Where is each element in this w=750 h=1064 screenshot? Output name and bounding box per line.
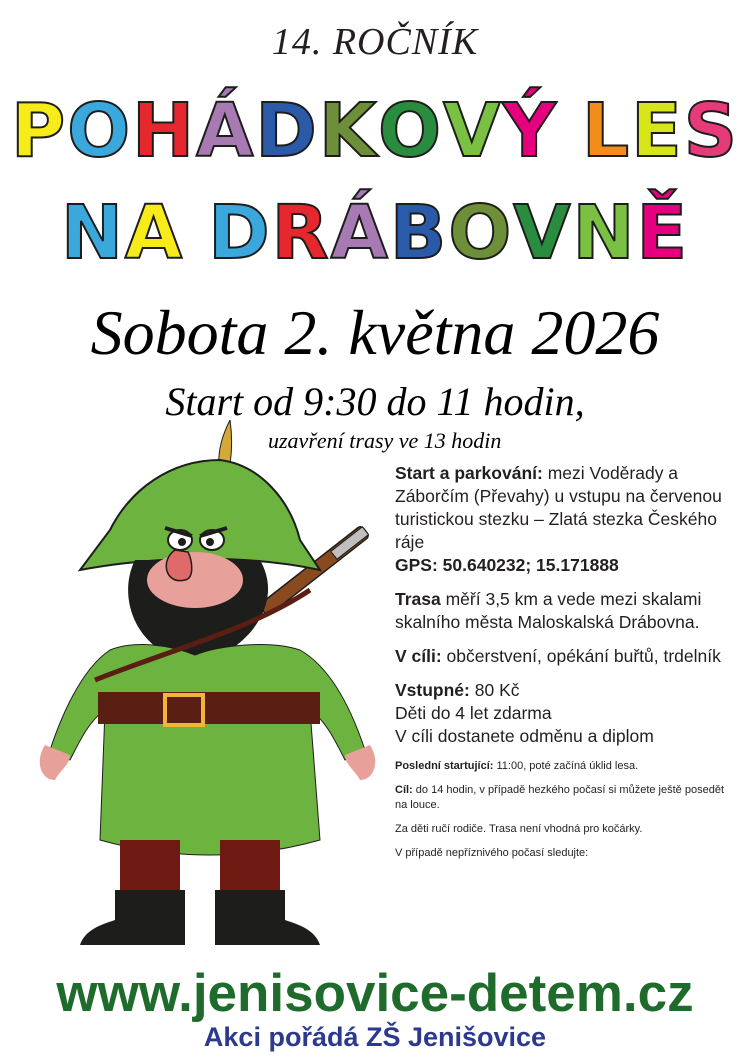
- title-letter: D: [255, 88, 319, 174]
- title-letter: O: [378, 88, 444, 174]
- goal-info: Cíl: do 14 hodin, v případě hezkého počasí si můžete ještě posedět na louce.: [395, 784, 724, 811]
- title-letter: R: [271, 190, 331, 276]
- title-letter: D: [208, 190, 272, 276]
- title-letter: H: [132, 88, 197, 174]
- finish-info: V cíli: občerstvení, opékání buřtů, trdelník: [395, 646, 721, 666]
- website-link[interactable]: www.jenisovice-detem.cz: [56, 964, 694, 1023]
- title-line-2: [0, 190, 750, 276]
- parking-info: Start a parkování: mezi Voděrady a Záborčím (Převahy) u vstupu na červenou turistickou stezku – Zlatá stezka Českého ráje GPS: 50.640232; 15.171888: [395, 463, 722, 575]
- title-letter: [558, 88, 582, 174]
- event-date: Sobota 2. května 2026: [90, 297, 660, 368]
- title-letter: O: [67, 88, 133, 174]
- title-letter: N: [60, 190, 125, 276]
- title-letter: A: [124, 190, 185, 276]
- title-letter: [184, 190, 208, 276]
- title-letter: B: [389, 190, 449, 276]
- title-letter: V: [443, 88, 503, 174]
- title-letter: Ý: [502, 88, 558, 174]
- title-letter: P: [11, 88, 68, 174]
- organizer-text: Akci pořádá ZŠ Jenišovice: [203, 1022, 547, 1052]
- small-print: [395, 759, 735, 861]
- fee-info: Vstupné: 80 Kč Děti do 4 let zdarma V cíli dostanete odměnu a diplom: [395, 680, 654, 746]
- title-letter: S: [683, 88, 739, 174]
- title-letter: N: [572, 190, 637, 276]
- title-letter: K: [318, 88, 379, 174]
- event-info: [395, 462, 735, 870]
- title-letter: Á: [196, 88, 256, 174]
- title-line-1: [0, 88, 750, 174]
- title-letter: Á: [330, 190, 390, 276]
- robber-figure-icon: [20, 420, 380, 950]
- title-letter: O: [448, 190, 514, 276]
- closing-time: uzavření trasy ve 13 hodin: [268, 428, 502, 453]
- title-letter: V: [513, 190, 573, 276]
- route-info: Trasa měří 3,5 km a vede mezi skalami skalního města Maloskalská Drábovna.: [395, 589, 702, 632]
- title-letter: E: [631, 88, 684, 174]
- start-time: Start od 9:30 do 11 hodin,: [165, 379, 585, 424]
- weather-note: V případě nepříznivého počasí sledujte:: [395, 847, 589, 859]
- title-letter: L: [581, 88, 632, 174]
- last-start-info: Poslední startující: 11:00, poté začíná úklid lesa.: [395, 760, 639, 772]
- gps-coordinates: GPS: 50.640232; 15.171888: [395, 555, 619, 575]
- edition-heading: 14. ROČNÍK: [271, 21, 479, 63]
- title-letter: Ě: [636, 190, 690, 276]
- parents-note: Za děti ručí rodiče. Trasa není vhodná pro kočárky.: [395, 823, 643, 835]
